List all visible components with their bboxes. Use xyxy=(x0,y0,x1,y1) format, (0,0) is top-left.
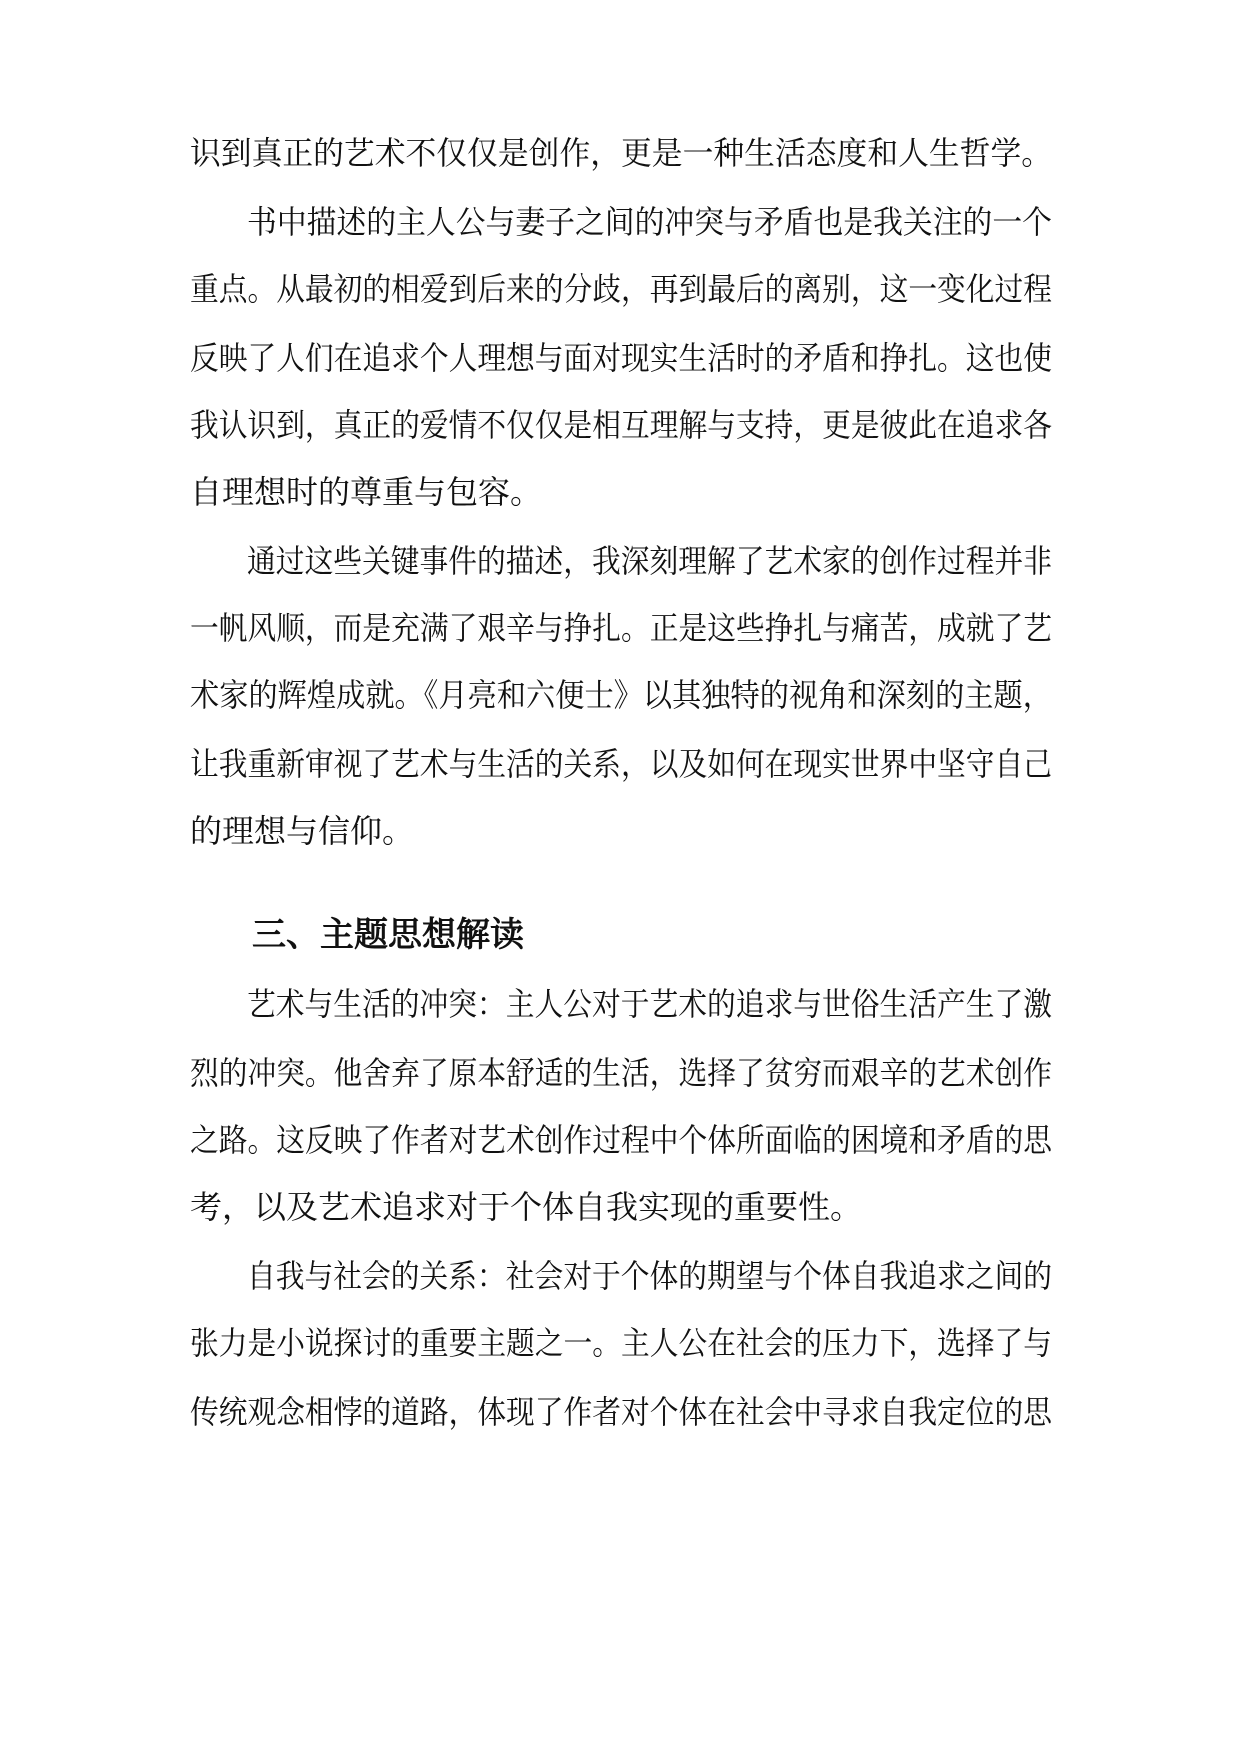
paragraph-line: 重点。从最初的相爱到后来的分歧，再到最后的离别，这一变化过程 xyxy=(190,270,1052,308)
paragraph-line: 之路。这反映了作者对艺术创作过程中个体所面临的困境和矛盾的思 xyxy=(190,1121,1052,1159)
paragraph-line: 考，以及艺术追求对于个体自我实现的重要性。 xyxy=(190,1188,863,1226)
paragraph-line: 的理想与信仰。 xyxy=(190,812,415,850)
paragraph-line: 反映了人们在追求个人理想与面对现实生活时的矛盾和挣扎。这也使 xyxy=(190,339,1052,377)
section-heading: 三、主题思想解读 xyxy=(252,915,524,955)
paragraph-line: 烈的冲突。他舍弃了原本舒适的生活，选择了贫穷而艰辛的艺术创作 xyxy=(190,1054,1052,1092)
paragraph-line: 通过这些关键事件的描述，我深刻理解了艺术家的创作过程并非 xyxy=(247,542,1052,580)
paragraph-line: 术家的辉煌成就。《月亮和六便士》以其独特的视角和深刻的主题， xyxy=(190,676,1052,714)
paragraph-line: 让我重新审视了艺术与生活的关系，以及如何在现实世界中坚守自己 xyxy=(190,745,1052,783)
paragraph-line: 书中描述的主人公与妻子之间的冲突与矛盾也是我关注的一个 xyxy=(247,203,1053,241)
paragraph-line: 一帆风顺，而是充满了艰辛与挣扎。正是这些挣扎与痛苦，成就了艺 xyxy=(190,609,1052,647)
paragraph-line: 艺术与生活的冲突：主人公对于艺术的追求与世俗生活产生了激 xyxy=(247,985,1052,1023)
paragraph-line: 传统观念相悖的道路，体现了作者对个体在社会中寻求自我定位的思 xyxy=(190,1393,1052,1431)
paragraph-line: 自理想时的尊重与包容。 xyxy=(190,473,543,511)
paragraph-line: 我认识到，真正的爱情不仅仅是相互理解与支持，更是彼此在追求各 xyxy=(190,406,1052,444)
paragraph-line: 张力是小说探讨的重要主题之一。主人公在社会的压力下，选择了与 xyxy=(190,1324,1052,1362)
paragraph-line: 识到真正的艺术不仅仅是创作，更是一种生活态度和人生哲学。 xyxy=(190,134,1053,172)
paragraph-line: 自我与社会的关系：社会对于个体的期望与个体自我追求之间的 xyxy=(247,1257,1052,1295)
